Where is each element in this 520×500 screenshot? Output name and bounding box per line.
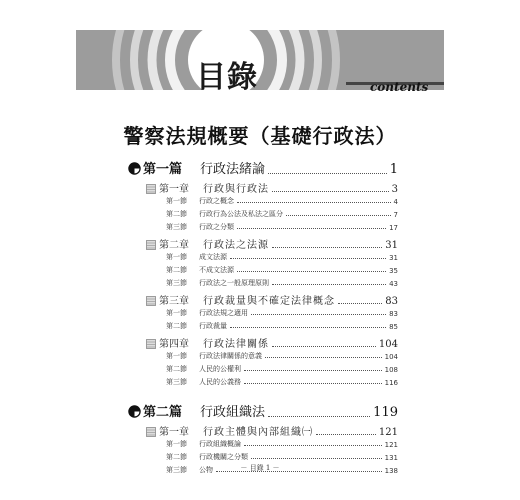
chapter-number: 第四章 — [159, 339, 189, 350]
section-number: 第一節 — [166, 197, 187, 205]
striped-square-icon — [146, 339, 156, 349]
chapter-page: 121 — [378, 427, 398, 438]
toc-chapter-row[interactable] — [146, 423, 398, 438]
section-page: 131 — [384, 454, 398, 462]
dot-leader — [272, 191, 389, 192]
part-number: 第二篇 — [143, 405, 183, 420]
section-title: 人民的公義務 — [199, 378, 241, 386]
dot-leader — [244, 445, 382, 446]
toc-section-row[interactable] — [166, 278, 398, 288]
toc-section-row[interactable] — [166, 265, 398, 275]
chapter-number: 第二章 — [159, 240, 189, 251]
chapter-title: 行政主體與內部組織㈠ — [203, 427, 313, 438]
section-number: 第一節 — [166, 253, 187, 261]
dot-leader — [272, 346, 376, 347]
toc-part-row[interactable] — [128, 158, 398, 177]
dot-leader — [230, 258, 386, 259]
section-page: 17 — [389, 224, 398, 232]
part-page: 1 — [389, 162, 398, 177]
toc-section-row[interactable] — [166, 252, 398, 262]
toc-section-row[interactable] — [166, 364, 398, 374]
dot-leader — [237, 202, 391, 203]
toc-chapter-row[interactable] — [146, 236, 398, 251]
striped-square-icon — [146, 296, 156, 306]
section-title: 成文法源 — [199, 253, 227, 261]
section-number: 第二節 — [166, 210, 187, 218]
section-page: 85 — [389, 323, 398, 331]
section-title: 行政法之一般原理原則 — [199, 279, 269, 287]
chapter-page: 31 — [385, 240, 398, 251]
section-page: 43 — [389, 280, 398, 288]
toc-section-row[interactable] — [166, 377, 398, 387]
chapter-title: 行政裁量與不確定法律概念 — [203, 296, 335, 307]
dot-leader — [230, 327, 386, 328]
chapter-page: 3 — [391, 184, 398, 195]
section-page: 121 — [384, 441, 398, 449]
dot-leader — [272, 247, 382, 248]
section-number: 第二節 — [166, 266, 187, 274]
book-title: 警察法規概要（基礎行政法） — [123, 124, 397, 148]
dot-leader — [237, 228, 386, 229]
toc-chapter-row[interactable] — [146, 292, 398, 307]
section-title: 公物 — [199, 466, 213, 474]
toc-section-row[interactable] — [166, 209, 398, 219]
section-number: 第一節 — [166, 352, 187, 360]
dot-leader — [244, 383, 382, 384]
dot-leader — [338, 303, 382, 304]
section-number: 第三節 — [166, 279, 187, 287]
toc-part-row[interactable] — [128, 401, 398, 420]
chapter-title: 行政法之法源 — [203, 240, 269, 251]
section-page: 138 — [384, 467, 398, 475]
part-title: 行政組織法 — [200, 405, 266, 420]
section-page: 7 — [393, 211, 398, 219]
striped-square-icon — [146, 240, 156, 250]
striped-square-icon — [146, 427, 156, 437]
section-title: 行政組織概論 — [199, 440, 241, 448]
section-title: 行政機關之分類 — [199, 453, 248, 461]
section-page: 4 — [393, 198, 398, 206]
part-number: 第一篇 — [143, 162, 183, 177]
dot-leader — [286, 215, 391, 216]
toc-section-row[interactable] — [166, 439, 398, 449]
chapter-title: 行政與行政法 — [203, 184, 269, 195]
page-footer: － 目錄 1 － — [240, 464, 280, 472]
section-number: 第一節 — [166, 440, 187, 448]
section-page: 31 — [389, 254, 398, 262]
half-circle-bullet-icon — [128, 162, 141, 175]
chapter-number: 第一章 — [159, 427, 189, 438]
section-number: 第三節 — [166, 466, 187, 474]
section-number: 第二節 — [166, 322, 187, 330]
dot-leader — [251, 458, 382, 459]
section-number: 第二節 — [166, 453, 187, 461]
section-page: 83 — [389, 310, 398, 318]
contents-script-label: contents — [370, 80, 429, 94]
section-title: 行政法規之適用 — [199, 309, 248, 317]
toc-section-row[interactable] — [166, 321, 398, 331]
toc-section-row[interactable] — [166, 308, 398, 318]
toc-section-row[interactable] — [166, 351, 398, 361]
striped-square-icon — [146, 184, 156, 194]
chapter-number: 第一章 — [159, 184, 189, 195]
dot-leader — [265, 357, 382, 358]
toc-section-row[interactable] — [166, 452, 398, 462]
dot-leader — [272, 284, 386, 285]
toc-section-row[interactable] — [166, 196, 398, 206]
section-number: 第三節 — [166, 223, 187, 231]
part-page: 119 — [373, 405, 398, 420]
half-circle-bullet-icon — [128, 405, 141, 418]
section-page: 108 — [384, 366, 398, 374]
dot-leader — [244, 370, 382, 371]
section-title: 行政之分類 — [199, 223, 234, 231]
section-title: 行政法律關係的意義 — [199, 352, 262, 360]
section-title: 人民的公權利 — [199, 365, 241, 373]
section-number: 第三節 — [166, 378, 187, 386]
section-page: 104 — [384, 353, 398, 361]
dot-leader — [316, 434, 376, 435]
section-page: 116 — [384, 379, 398, 387]
chapter-page: 83 — [385, 296, 398, 307]
toc-heading: 目錄 — [196, 60, 258, 95]
section-title: 行政之概念 — [199, 197, 234, 205]
dot-leader — [268, 173, 387, 174]
dot-leader — [237, 271, 386, 272]
toc-chapter-row[interactable] — [146, 180, 398, 195]
section-number: 第二節 — [166, 365, 187, 373]
dot-leader — [268, 416, 370, 417]
section-title: 行政裁量 — [199, 322, 227, 330]
part-title: 行政法緒論 — [200, 162, 266, 177]
section-number: 第一節 — [166, 309, 187, 317]
chapter-number: 第三章 — [159, 296, 189, 307]
section-page: 35 — [389, 267, 398, 275]
dot-leader — [251, 314, 386, 315]
chapter-title: 行政法律關係 — [203, 339, 269, 350]
toc-section-row[interactable] — [166, 222, 398, 232]
chapter-page: 104 — [378, 339, 398, 350]
toc-chapter-row[interactable] — [146, 335, 398, 350]
section-title: 不成文法源 — [199, 266, 234, 274]
section-title: 行政行為公法及私法之區分 — [199, 210, 283, 218]
